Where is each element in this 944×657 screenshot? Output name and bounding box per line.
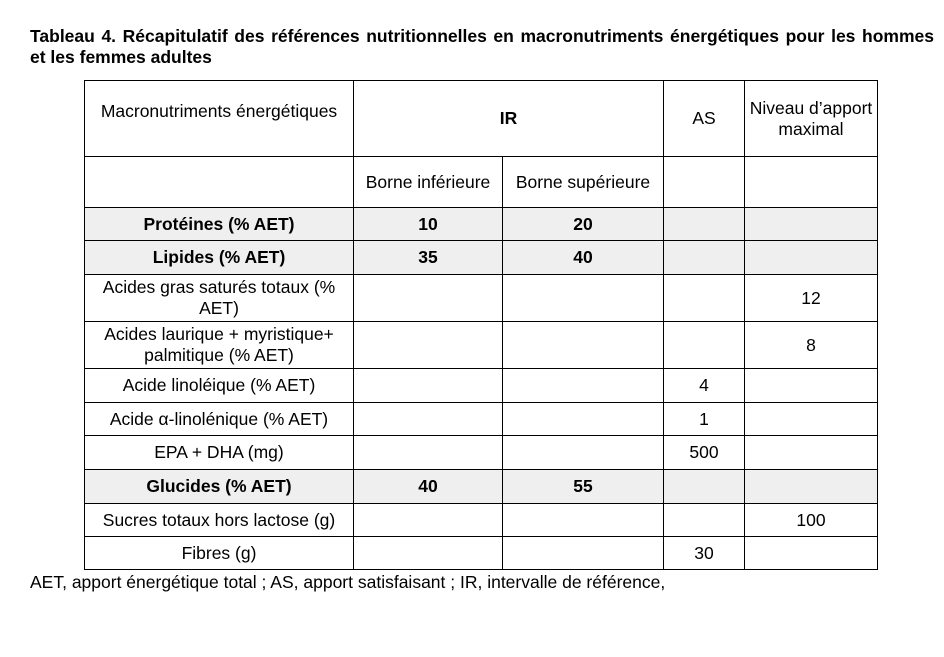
row-label: Acides gras saturés totaux (% AET) xyxy=(85,275,354,322)
cell-borne-inferieure xyxy=(354,504,503,537)
cell-borne-superieure xyxy=(503,403,664,436)
header-ir: IR xyxy=(354,81,664,157)
cell-borne-superieure: 55 xyxy=(503,470,664,504)
cell-niveau-max xyxy=(745,537,878,570)
table-row xyxy=(85,470,878,504)
cell-niveau-max xyxy=(745,470,878,504)
row-label: Lipides (% AET) xyxy=(85,241,354,275)
table-row xyxy=(85,537,878,570)
cell-niveau-max xyxy=(745,208,878,241)
row-label: Protéines (% AET) xyxy=(85,208,354,241)
cell-borne-superieure xyxy=(503,369,664,403)
cell-niveau-max xyxy=(745,369,878,403)
cell-as xyxy=(664,241,745,275)
table-row xyxy=(85,208,878,241)
cell-niveau-max: 100 xyxy=(745,504,878,537)
table-row xyxy=(85,436,878,470)
row-label: EPA + DHA (mg) xyxy=(85,436,354,470)
cell-niveau-max xyxy=(745,241,878,275)
cell-borne-inferieure xyxy=(354,369,503,403)
cell-borne-inferieure: 40 xyxy=(354,470,503,504)
cell-borne-inferieure xyxy=(354,537,503,570)
cell-as xyxy=(664,275,745,322)
cell-niveau-max xyxy=(745,403,878,436)
table-row xyxy=(85,403,878,436)
row-label: Acides laurique + myristique+ palmitique (% AET) xyxy=(85,322,354,369)
table-row xyxy=(85,369,878,403)
cell-as: 4 xyxy=(664,369,745,403)
cell-borne-inferieure xyxy=(354,275,503,322)
row-label: Acide linoléique (% AET) xyxy=(85,369,354,403)
cell-borne-superieure xyxy=(503,322,664,369)
footnote: AET, apport énergétique total ; AS, apport satisfaisant ; IR, intervalle de référence, xyxy=(30,572,666,592)
table-title: Tableau 4. Récapitulatif des références nutritionnelles en macronutriments énergétiques pour les hommes et les femmes adultes xyxy=(30,26,934,67)
cell-as xyxy=(664,322,745,369)
table-row xyxy=(85,322,878,369)
header-as: AS xyxy=(664,81,745,157)
cell-borne-superieure xyxy=(503,275,664,322)
cell-as: 30 xyxy=(664,537,745,570)
table-row xyxy=(85,275,878,322)
cell-borne-inferieure xyxy=(354,322,503,369)
cell-as: 1 xyxy=(664,403,745,436)
cell-borne-inferieure xyxy=(354,436,503,470)
cell-niveau-max xyxy=(745,436,878,470)
header-borne-superieure: Borne supérieure xyxy=(503,157,664,208)
cell-niveau-max: 12 xyxy=(745,275,878,322)
header-borne-inferieure: Borne inférieure xyxy=(354,157,503,208)
cell-borne-superieure: 20 xyxy=(503,208,664,241)
cell-borne-superieure: 40 xyxy=(503,241,664,275)
cell-borne-inferieure: 10 xyxy=(354,208,503,241)
table-row xyxy=(85,241,878,275)
cell-borne-inferieure xyxy=(354,403,503,436)
row-label: Glucides (% AET) xyxy=(85,470,354,504)
cell-borne-superieure xyxy=(503,504,664,537)
row-label: Fibres (g) xyxy=(85,537,354,570)
cell-borne-superieure xyxy=(503,436,664,470)
row-label: Acide α-linolénique (% AET) xyxy=(85,403,354,436)
row-label: Sucres totaux hors lactose (g) xyxy=(85,504,354,537)
table-row xyxy=(85,504,878,537)
header-niveau-apport-maximal: Niveau d’apport maximal xyxy=(745,81,878,157)
cell-as xyxy=(664,208,745,241)
header-empty-cell xyxy=(85,157,354,208)
cell-borne-inferieure: 35 xyxy=(354,241,503,275)
cell-as xyxy=(664,504,745,537)
header-macronutriments: Macronutriments énergétiques xyxy=(85,81,354,157)
cell-niveau-max: 8 xyxy=(745,322,878,369)
cell-as: 500 xyxy=(664,436,745,470)
header-empty-cell xyxy=(745,157,878,208)
cell-as xyxy=(664,470,745,504)
cell-borne-superieure xyxy=(503,537,664,570)
header-empty-cell xyxy=(664,157,745,208)
nutrition-table xyxy=(84,80,878,570)
